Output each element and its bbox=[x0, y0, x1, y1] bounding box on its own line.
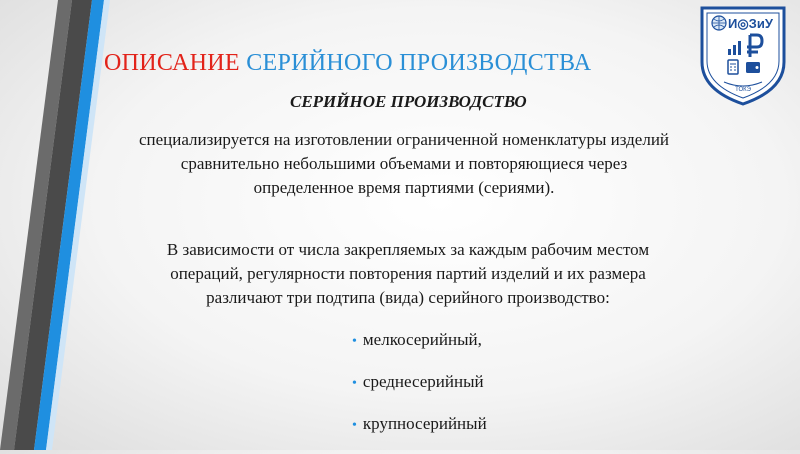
subtypes-line: В зависимости от числа закрепляемых за каждым рабочим местом bbox=[166, 240, 650, 259]
list-item bbox=[352, 370, 487, 412]
list-item-text: среднесерийный bbox=[362, 372, 484, 391]
list-item bbox=[352, 328, 487, 370]
chart-icon-bar bbox=[733, 45, 736, 55]
wallet-icon-clasp bbox=[756, 66, 759, 69]
subtitle: СЕРИЙНОЕ ПРОИЗВОДСТВО bbox=[290, 92, 527, 111]
subtypes-line: различают три подтипа (вида) серийного производство: bbox=[206, 288, 610, 307]
bullet-icon: • bbox=[352, 376, 357, 391]
subtypes-paragraph bbox=[128, 238, 688, 310]
institute-logo bbox=[698, 4, 788, 108]
chart-icon-bar bbox=[728, 49, 731, 55]
title-part-blue: СЕРИЙНОГО ПРОИЗВОДСТВА bbox=[246, 50, 592, 76]
logo-bottom-text: ТОКЭ bbox=[735, 87, 751, 93]
subtypes-line: операций, регулярности повторения партий изделий и их размера bbox=[170, 264, 646, 283]
chart-icon-bar bbox=[738, 41, 741, 55]
definition-paragraph bbox=[106, 128, 702, 200]
definition-line: сравнительно небольшими объемами и повторяющиеся через bbox=[180, 154, 628, 173]
definition-line: определенное время партиями (сериями). bbox=[253, 178, 555, 197]
list-item bbox=[352, 412, 487, 454]
bullet-icon: • bbox=[352, 334, 357, 349]
list-item-text: мелкосерийный, bbox=[362, 330, 482, 349]
definition-line: специализируется на изготовлении ограниченной номенклатуры изделий bbox=[138, 130, 670, 149]
slide-title bbox=[104, 50, 591, 77]
logo-text: И◎ЗиУ bbox=[728, 16, 773, 31]
list-item-text: крупносерийный bbox=[362, 414, 487, 433]
subtypes-list bbox=[352, 328, 487, 454]
title-part-red: ОПИСАНИЕ bbox=[104, 50, 240, 76]
bullet-icon: • bbox=[352, 418, 357, 433]
